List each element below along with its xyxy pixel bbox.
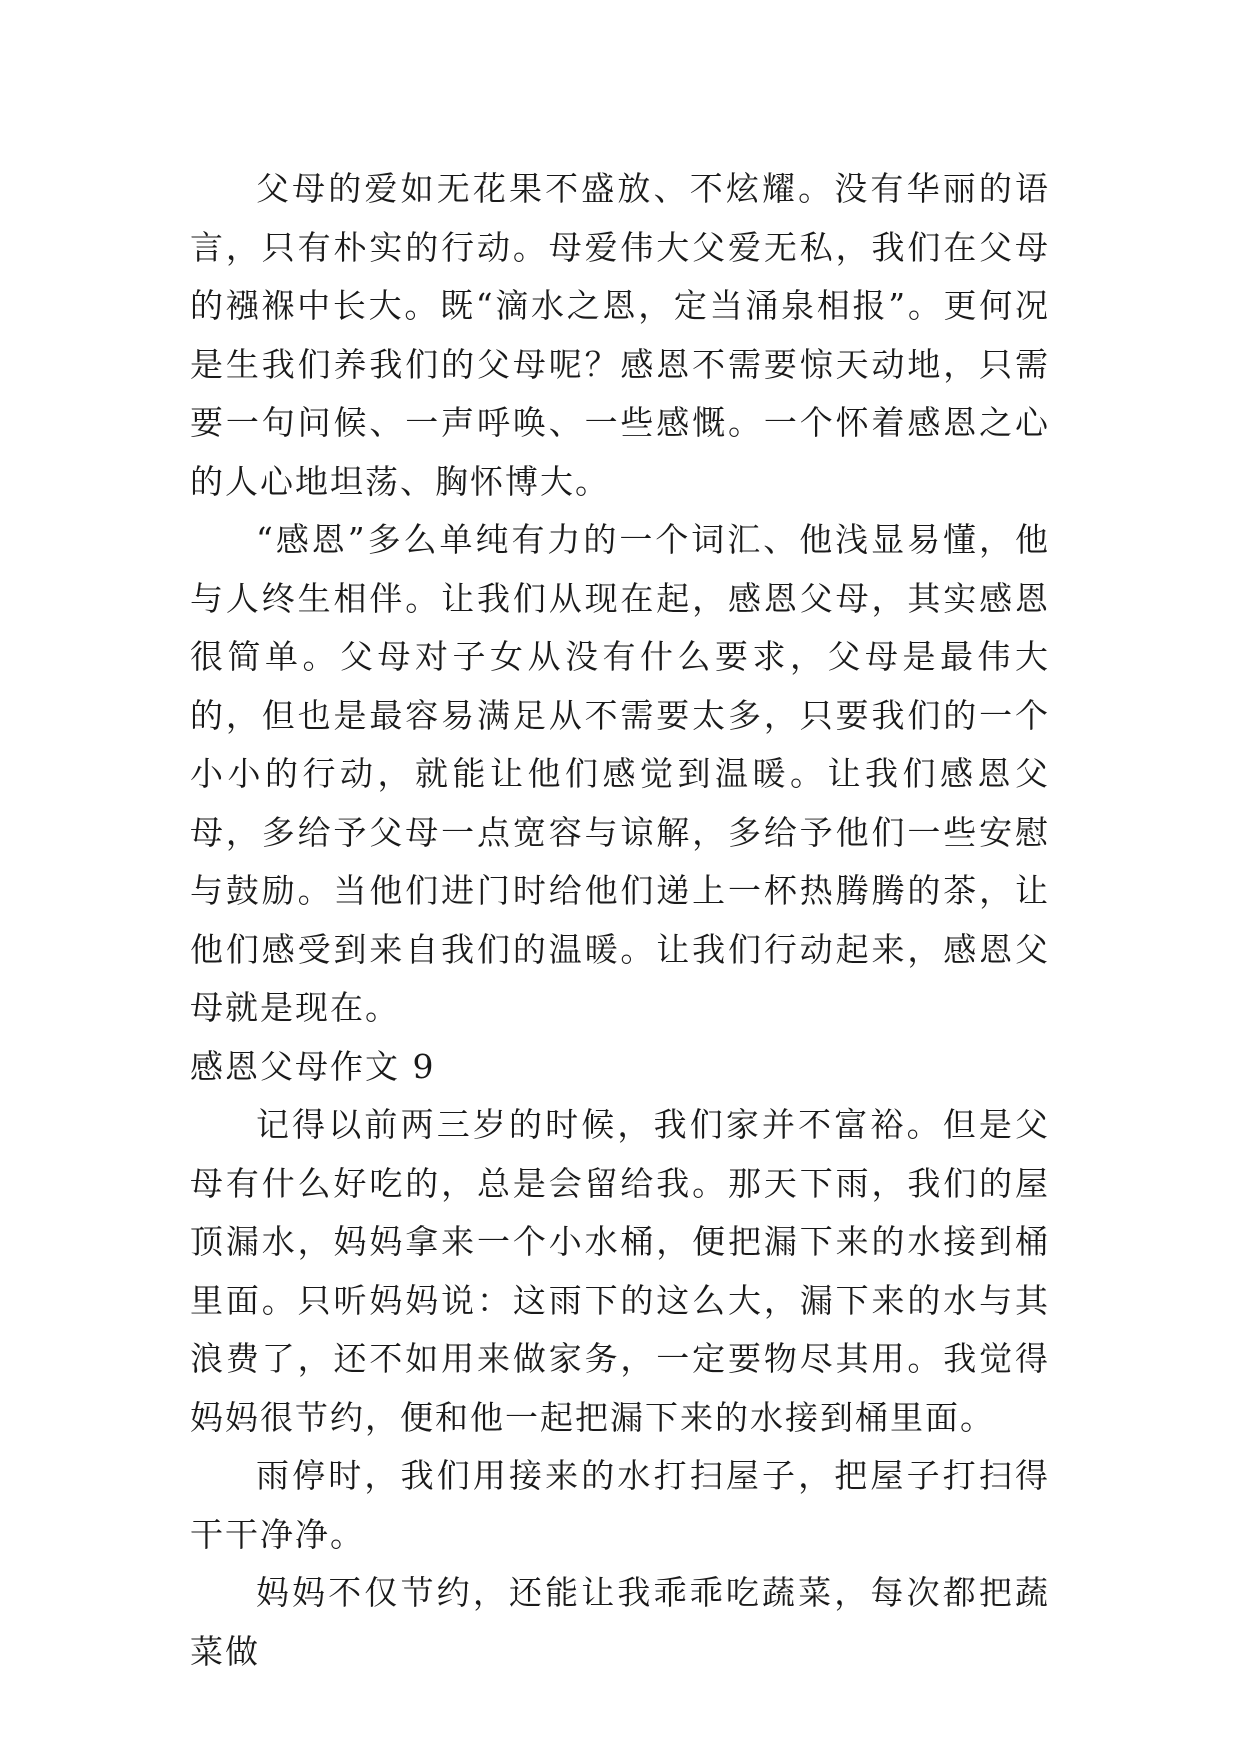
section-title: 感恩父母作文 9 — [190, 1046, 436, 1086]
paragraph-gratitude-action: “感恩”多么单纯有力的一个词汇、他浅显易懂，他与人终生相伴。让我们从现在起，感恩父母，其实感恩很简单。父母对子女从没有什么要求，父母是最伟大的，但也是最容易满足从不需要太多，只要我们的一个小小的行动，就能让他们感觉到温暖。让我们感恩父母，多给予父母一点宽容与谅解，多给予他们一些安慰与鼓励。当他们进门时给他们递上一杯热腾腾的茶，让他们感受到来自我们的温暖。让我们行动起来，感恩父母就是现在。 — [190, 520, 1050, 1027]
paragraph-rain-stopped: 雨停时，我们用接来的水打扫屋子，把屋子打扫得干干净净。 — [190, 1456, 1050, 1554]
paragraph-gratitude-intro: 父母的爱如无花果不盛放、不炫耀。没有华丽的语言，只有朴实的行动。母爱伟大父爱无私，我们在父母的襁褓中长大。既“滴水之恩，定当涌泉相报”。更何况是生我们养我们的父母呢？感恩不需要惊天动地，只需要一句问候、一声呼唤、一些感慨。一个怀着感恩之心的人心地坦荡、胸怀博大。 — [190, 169, 1050, 501]
paragraph-rain-memory: 记得以前两三岁的时候，我们家并不富裕。但是父母有什么好吃的，总是会留给我。那天下雨，我们的屋顶漏水，妈妈拿来一个小水桶，便把漏下来的水接到桶里面。只听妈妈说：这雨下的这么大，漏下来的水与其浪费了，还不如用来做家务，一定要物尽其用。我觉得妈妈很节约，便和他一起把漏下来的水接到桶里面。 — [190, 1105, 1050, 1437]
paragraph-vegetables: 妈妈不仅节约，还能让我乖乖吃蔬菜，每次都把蔬菜做 — [190, 1573, 1050, 1671]
document-body — [190, 160, 1050, 1681]
